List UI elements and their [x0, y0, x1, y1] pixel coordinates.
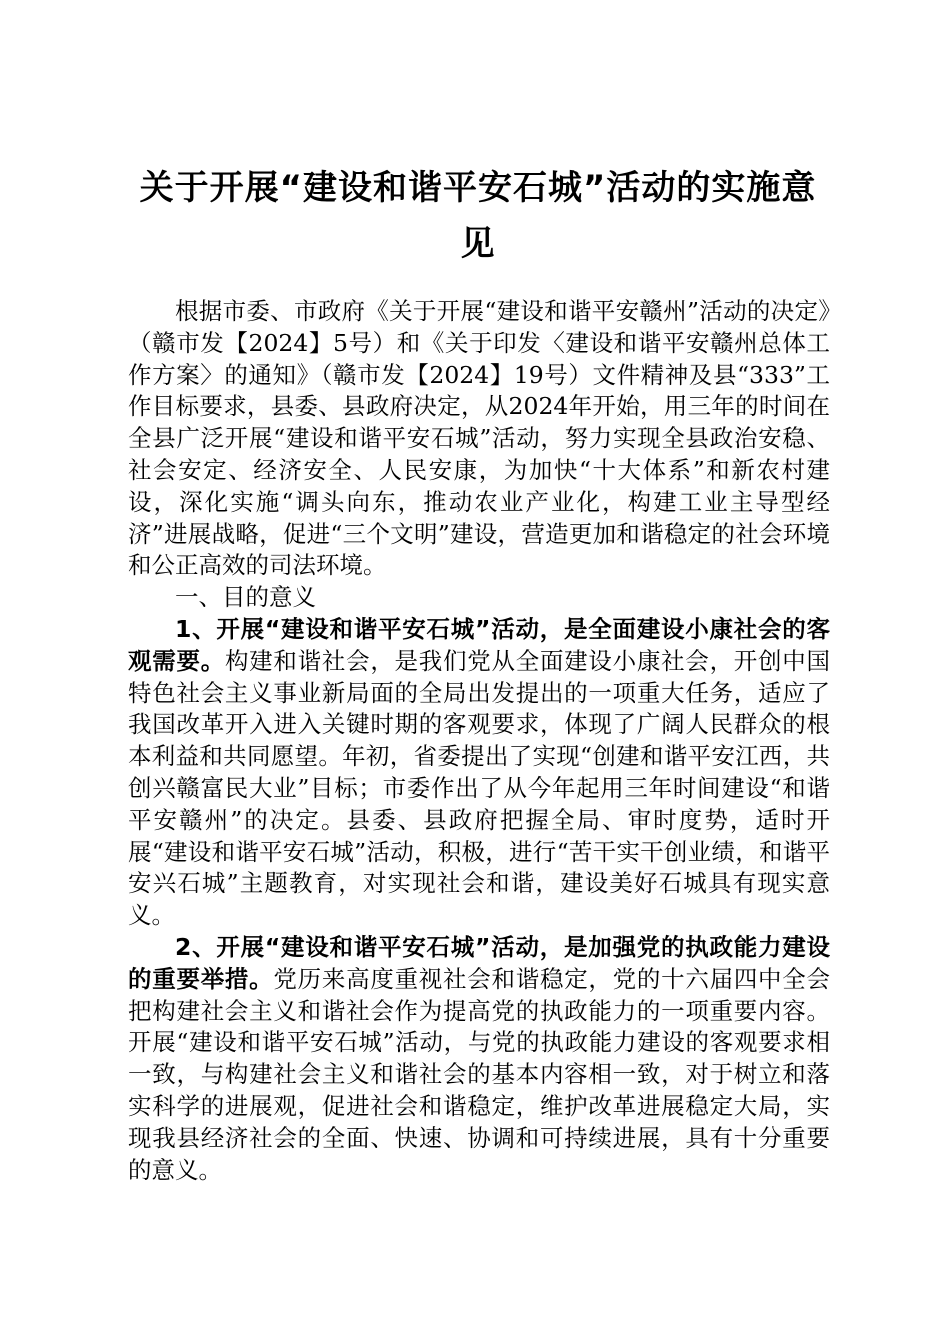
intro-paragraph: 根据市委、市政府《关于开展“建设和谐平安赣州”活动的决定》（赣市发【2024】5号）和《关于印发〈建设和谐平安赣州总体工作方案〉的通知》（赣市发【2024】19号）文件精神及县“333”工作目标要求，县委、县政府决定，从2024年开始，用三年的时间在全县广泛开展“建设和谐平安石城”活动，努力实现全县政治安稳、社会安定、经济安全、人民安康，为加快“十大体系”和新农村建设，深化实施“调头向东，推动农业产业化，构建工业主导型经济”进展战略，促进“三个文明”建设，营造更加和谐稳定的社会环境和公正高效的司法环境。 — [128, 297, 830, 580]
point-lead-2: 2、开展“建设和谐平安石城”活动，是加强党的执政能力建设的重要举措。 — [128, 932, 830, 993]
point-lead-1: 1、开展“建设和谐平安石城”活动，是全面建设小康社会的客观需要。 — [128, 614, 830, 675]
section-heading: 一、目的意义 — [175, 583, 316, 612]
point-text-2: 党历来高度重视社会和谐稳定，党的十六届四中全会把构建社会主义和谐社会作为提高党的执政能力的一项重要内容。开展“建设和谐平安石城”活动，与党的执政能力建设的客观要求相一致，与构建社会主义和谐社会的基本内容相一致，对于树立和落实科学的进展观，促进社会和谐稳定，维护改革进展稳定大局，实现我县经济社会的全面、快速、协调和可持续进展，具有十分重要的意义。 — [128, 964, 831, 1184]
point-paragraph-2 — [128, 932, 830, 1186]
point-text-1: 构建和谐社会，是我们党从全面建设小康社会，开创中国特色社会主义事业新局面的全局出发提出的一项重大任务，适应了我国改革开入进入关键时期的客观要求，体现了广阔人民群众的根本利益和共同愿望。年初，省委提出了实现“创建和谐平安江西，共创兴赣富民大业”目标；市委作出了从今年起用三年时间建设“和谐平安赣州”的决定。县委、县政府把握全局、审时度势，适时开展“建设和谐平安石城”活动，积极，进行“苦干实干创业绩，和谐平安兴石城”主题教育，对实现社会和谐，建设美好石城具有现实意义。 — [128, 646, 831, 930]
document-title: 关于开展“建设和谐平安石城”活动的实施意见 — [139, 168, 817, 264]
document-body — [128, 296, 830, 1186]
point-paragraph-1 — [128, 614, 830, 932]
